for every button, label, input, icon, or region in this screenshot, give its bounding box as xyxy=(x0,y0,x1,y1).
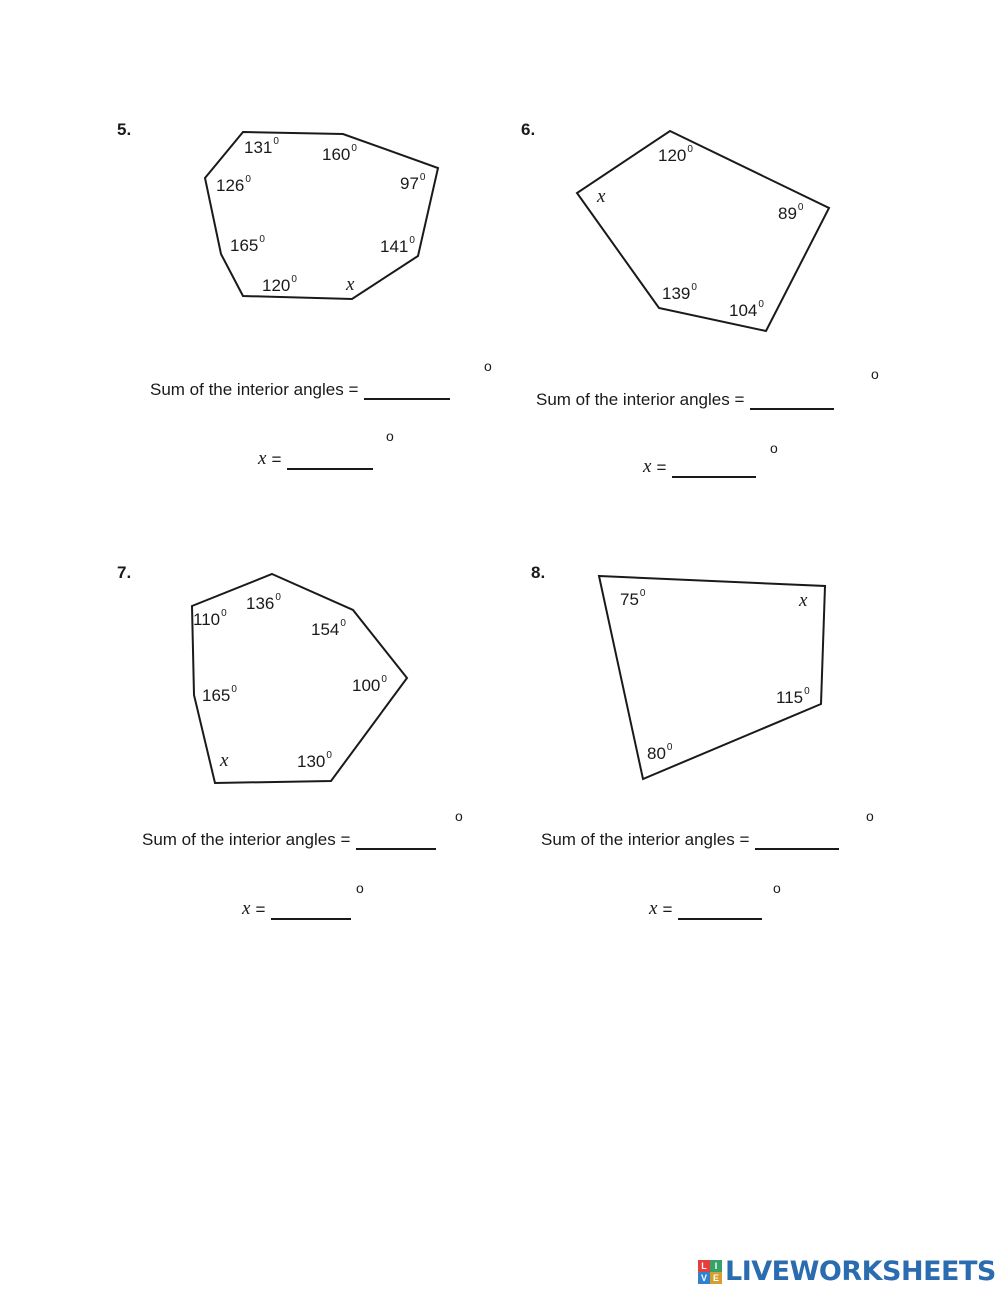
angle-label: $100^0$ xyxy=(352,674,387,695)
sum-answer-blank[interactable] xyxy=(755,830,839,850)
x-row xyxy=(649,898,762,920)
x-label: x xyxy=(258,448,267,469)
logo-icon-letter: E xyxy=(710,1272,722,1284)
degree-symbol: o xyxy=(356,880,364,896)
unknown-angle-label: x xyxy=(597,186,606,207)
angle-label: $126^0$ xyxy=(216,174,251,195)
degree-symbol: o xyxy=(871,366,879,382)
angle-label: $120^0$ xyxy=(262,274,297,295)
logo-text: LIVEWORKSHEETS xyxy=(725,1256,996,1287)
angle-label: $136^0$ xyxy=(246,592,281,613)
sum-label: Sum of the interior angles = xyxy=(536,390,745,409)
degree-symbol: o xyxy=(770,440,778,456)
degree-symbol: o xyxy=(386,428,394,444)
unknown-angle-label: x xyxy=(799,590,808,611)
angle-label: $130^0$ xyxy=(297,750,332,771)
x-label: x xyxy=(649,898,658,919)
sum-label: Sum of the interior angles = xyxy=(541,830,750,849)
sum-row xyxy=(541,830,839,850)
angle-label: $89^0$ xyxy=(778,202,804,223)
unknown-angle-label: x xyxy=(346,274,355,295)
angle-label: $97^0$ xyxy=(400,172,426,193)
degree-symbol: o xyxy=(484,358,492,374)
equals-sign: = xyxy=(656,458,667,477)
equals-sign: = xyxy=(271,450,282,469)
x-label: x xyxy=(643,456,652,477)
equals-sign: = xyxy=(255,900,266,919)
logo-icon-letter: I xyxy=(710,1260,722,1272)
angle-label: $131^0$ xyxy=(244,136,279,157)
unknown-angle-label: x xyxy=(220,750,229,771)
angle-label: $165^0$ xyxy=(202,684,237,705)
angle-label: $75^0$ xyxy=(620,588,646,609)
x-answer-blank[interactable] xyxy=(678,900,762,920)
angle-label: $104^0$ xyxy=(729,299,764,320)
angle-label: $139^0$ xyxy=(662,282,697,303)
angle-label: $165^0$ xyxy=(230,234,265,255)
problem-number: 8. xyxy=(531,563,546,582)
angle-label: $120^0$ xyxy=(658,144,693,165)
sum-label: Sum of the interior angles = xyxy=(142,830,351,849)
equals-sign: = xyxy=(662,900,673,919)
problem-number: 7. xyxy=(117,563,132,582)
logo-icon xyxy=(698,1260,722,1284)
sum-label: Sum of the interior angles = xyxy=(150,380,359,399)
problem-number: 5. xyxy=(117,120,132,139)
logo-icon-letter: L xyxy=(698,1260,710,1272)
angle-label: $141^0$ xyxy=(380,235,415,256)
angle-label: $154^0$ xyxy=(311,618,346,639)
logo-icon-letter: V xyxy=(698,1272,710,1284)
liveworksheets-logo xyxy=(698,1256,996,1287)
angle-label: $160^0$ xyxy=(322,143,357,164)
angle-label: $110^0$ xyxy=(193,608,227,629)
degree-symbol: o xyxy=(773,880,781,896)
angle-label: $80^0$ xyxy=(647,742,673,763)
angle-label: $115^0$ xyxy=(776,686,810,707)
x-label: x xyxy=(242,898,251,919)
degree-symbol: o xyxy=(866,808,874,824)
problem-number: 6. xyxy=(521,120,536,139)
degree-symbol: o xyxy=(455,808,463,824)
